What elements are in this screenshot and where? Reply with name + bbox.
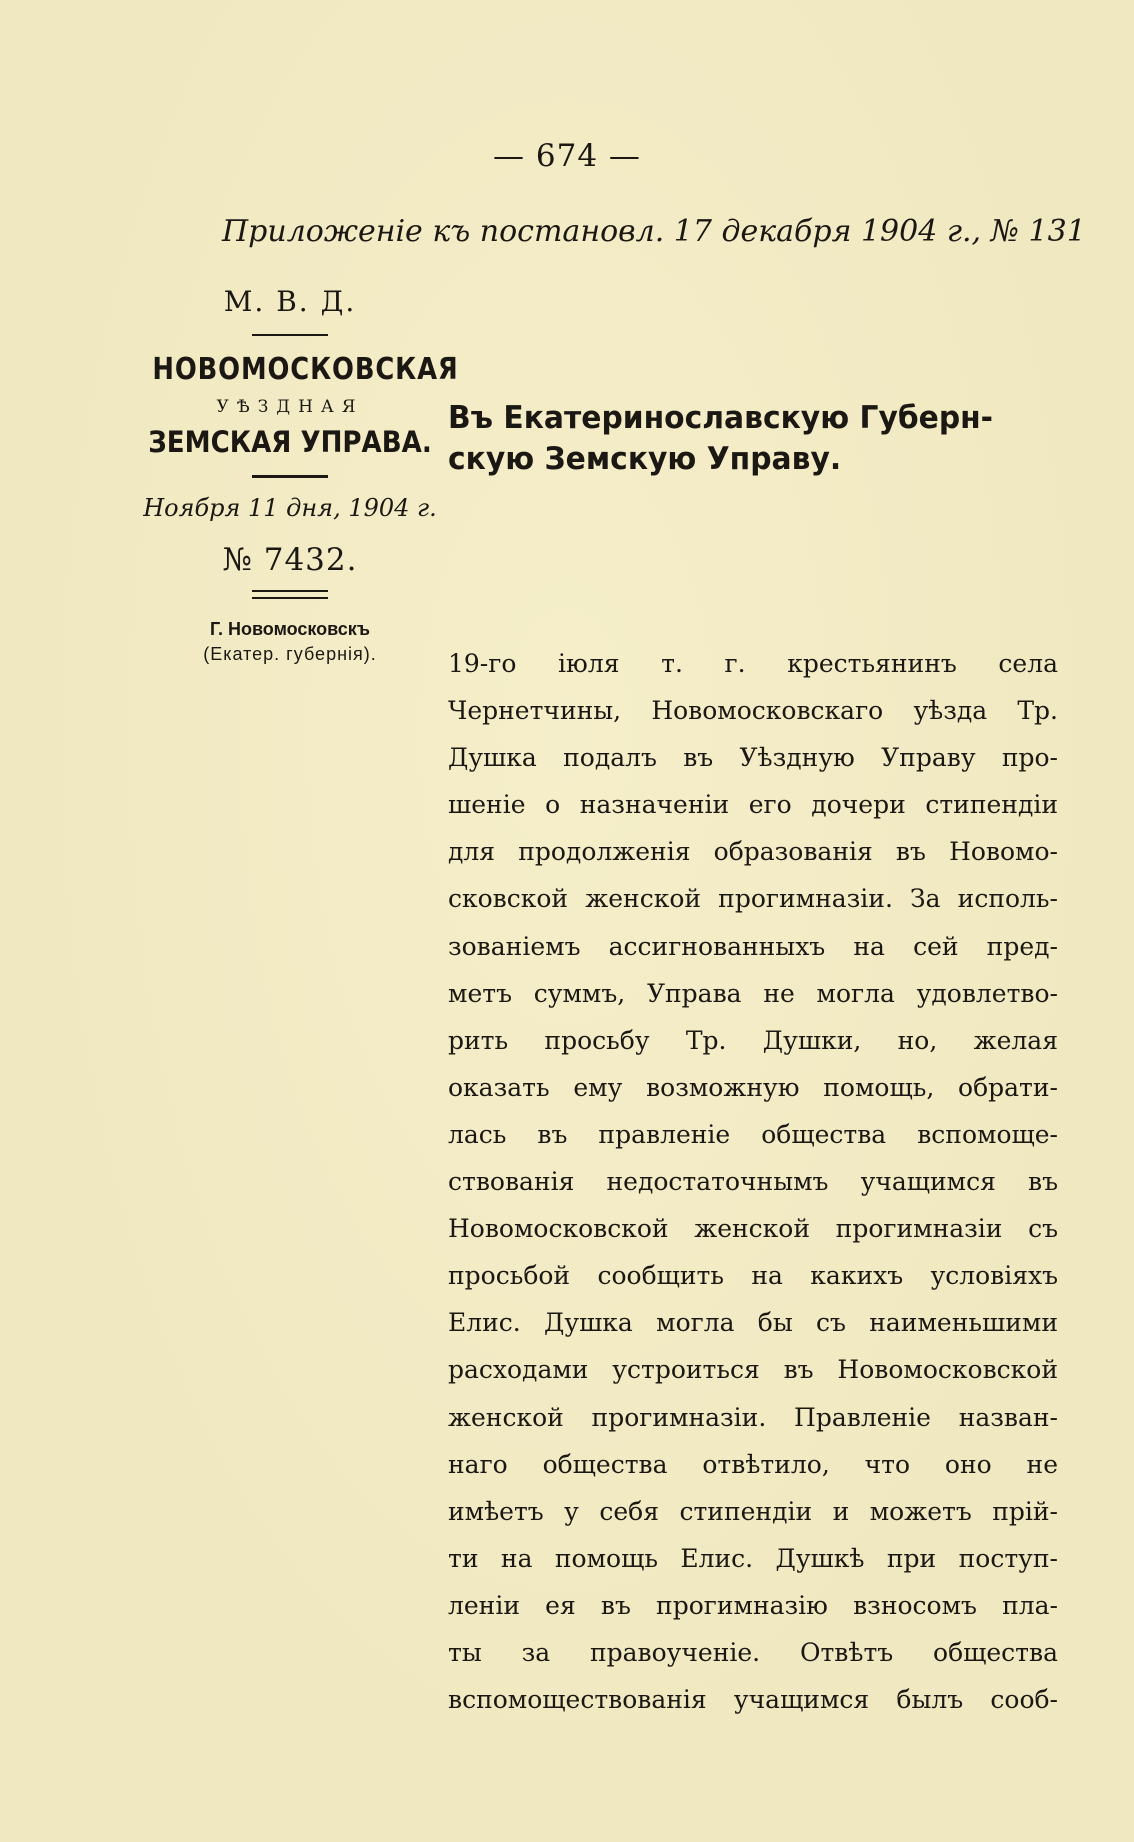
- province-label: (Екатер. губернія).: [203, 644, 377, 664]
- double-divider: [252, 590, 328, 599]
- addressee-line: скую Земскую Управу.: [448, 440, 842, 477]
- body-line: рить просьбу Тр. Душки, но, желая: [448, 1025, 1058, 1055]
- body-line: ствованія недостаточнымъ учащимся въ: [448, 1167, 1058, 1197]
- letter-number: № 7432.: [222, 542, 358, 578]
- body-line: Чернетчины, Новомосковскаго уѣзда Тр.: [448, 696, 1058, 726]
- body-line: расходами устроиться въ Новомосковской: [448, 1355, 1058, 1385]
- body-line: шеніе о назначеніи его дочери стипендіи: [448, 790, 1058, 820]
- divider: [252, 475, 328, 478]
- council-name-line2: УѢЗДНАЯ: [216, 397, 364, 417]
- addressee-line: Въ Екатеринославскую Губерн-: [448, 400, 994, 436]
- body-line: 19-го іюля т. г. крестьянинъ села: [448, 649, 1058, 678]
- body-line: вспомоществованія учащимся былъ сооб-: [448, 1685, 1058, 1715]
- body-line: оказать ему возможную помощь, обрати-: [448, 1072, 1058, 1102]
- body-line: лась въ правленіе общества вспомоще-: [448, 1119, 1058, 1149]
- city-label: Г. Новомосковскъ: [210, 619, 370, 639]
- body-text: [448, 640, 1058, 1723]
- council-name-line3: ЗЕМСКАЯ УПРАВА.: [148, 425, 432, 459]
- body-line: Новомосковской женской прогимназіи съ: [448, 1214, 1058, 1244]
- body-line: женской прогимназіи. Правленіе назван-: [448, 1402, 1058, 1432]
- addressee: [448, 398, 1053, 480]
- body-line: зованіемъ ассигнованныхъ на сей пред-: [448, 931, 1058, 961]
- divider: [252, 334, 328, 336]
- body-line: сковской женской прогимназіи. За исполь-: [448, 884, 1058, 914]
- body-line: леніи ея въ прогимназію взносомъ пла-: [448, 1590, 1058, 1620]
- body-line: Душка подалъ въ Уѣздную Управу про-: [448, 743, 1058, 773]
- letter-date: Ноября 11 дня, 1904 г.: [143, 494, 437, 522]
- body-line: просьбой сообщить на какихъ условіяхъ: [448, 1261, 1058, 1291]
- appendix-title: Приложеніе къ постановл. 17 декабря 1904 г., № 131: [222, 214, 1086, 249]
- ministry-label: М. В. Д.: [223, 285, 357, 318]
- body-line: для продолженія образованія въ Новомо-: [448, 837, 1058, 867]
- body-line: имѣетъ у себя стипендіи и можетъ прій-: [448, 1496, 1058, 1526]
- council-name-line1: НОВОМОСКОВСКАЯ: [152, 352, 459, 387]
- letterhead: [130, 285, 459, 665]
- body-line: ти на помощь Елис. Душкѣ при поступ-: [448, 1543, 1058, 1573]
- page-number: — 674 —: [493, 138, 641, 174]
- body-line: наго общества отвѣтило, что оно не: [448, 1449, 1058, 1479]
- body-line: Елис. Душка могла бы съ наименьшими: [448, 1308, 1058, 1338]
- body-line: метъ суммъ, Управа не могла удовлетво-: [448, 978, 1058, 1008]
- body-line: ты за правоученіе. Отвѣтъ общества: [448, 1637, 1058, 1667]
